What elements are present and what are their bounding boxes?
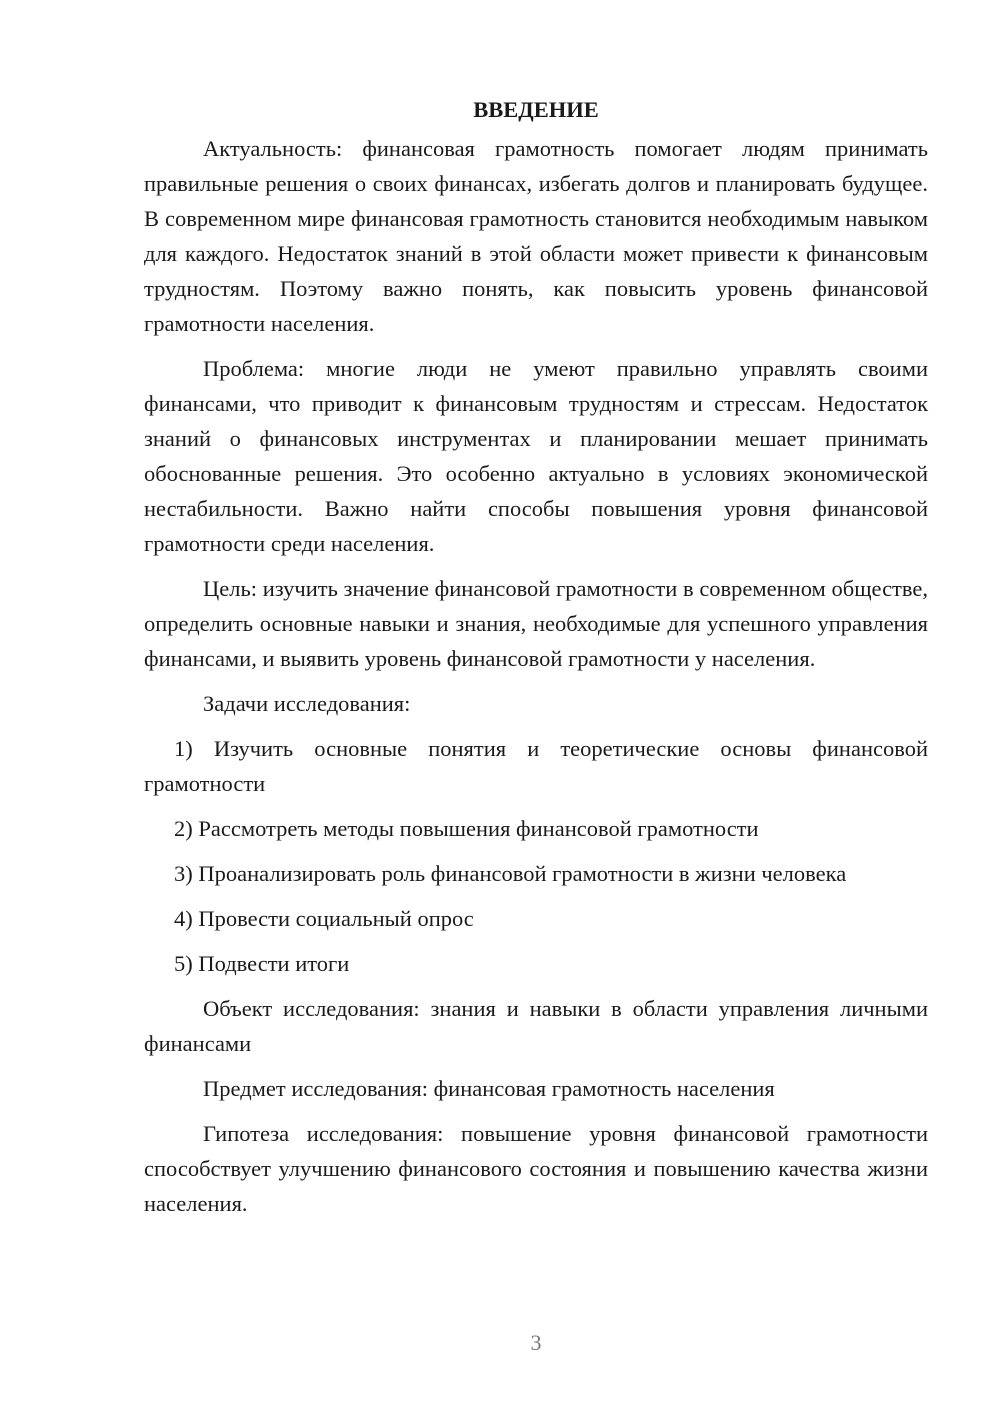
subject-paragraph: Предмет исследования: финансовая грамотность населения — [203, 1076, 775, 1101]
task-item-5: 5) Подвести итоги — [174, 951, 350, 976]
task-item-1: 1) Изучить основные понятия и теоретические основы финансовой грамотности — [144, 736, 928, 796]
task-item-2: 2) Рассмотреть методы повышения финансовой грамотности — [174, 816, 759, 841]
goal-paragraph: Цель: изучить значение финансовой грамотности в современном обществе, определить основные навыки и знания, необходимые для успешного управления финансами, и выявить уровень финансовой грамотности у населения. — [144, 576, 928, 671]
page-title: ВВЕДЕНИЕ — [473, 97, 599, 122]
task-item-3: 3) Проанализировать роль финансовой грамотности в жизни человека — [174, 861, 847, 886]
task-item-4: 4) Провести социальный опрос — [174, 906, 474, 931]
problem-paragraph: Проблема: многие люди не умеют правильно управлять своими финансами, что приводит к финансовым трудностям и стрессам. Недостаток знаний о финансовых инструментах и планировании мешает принимать обоснованные решения. Это особенно актуально в условиях экономической нестабильности. Важно найти способы повышения уровня финансовой грамотности среди населения. — [144, 356, 928, 556]
hypothesis-paragraph: Гипотеза исследования: повышение уровня финансовой грамотности способствует улучшению финансового состояния и повышению качества жизни населения. — [144, 1121, 928, 1216]
tasks-label: Задачи исследования: — [203, 691, 411, 716]
relevance-paragraph: Актуальность: финансовая грамотность помогает людям принимать правильные решения о своих финансах, избегать долгов и планировать будущее. В современном мире финансовая грамотность становится необходимым навыком для каждого. Недостаток знаний в этой области может привести к финансовым трудностям. Поэтому важно понять, как повысить уровень финансовой грамотности населения. — [144, 136, 928, 336]
page-number: 3 — [530, 1330, 542, 1355]
object-paragraph: Объект исследования: знания и навыки в области управления личными финансами — [144, 996, 928, 1056]
page-content — [144, 92, 928, 1231]
